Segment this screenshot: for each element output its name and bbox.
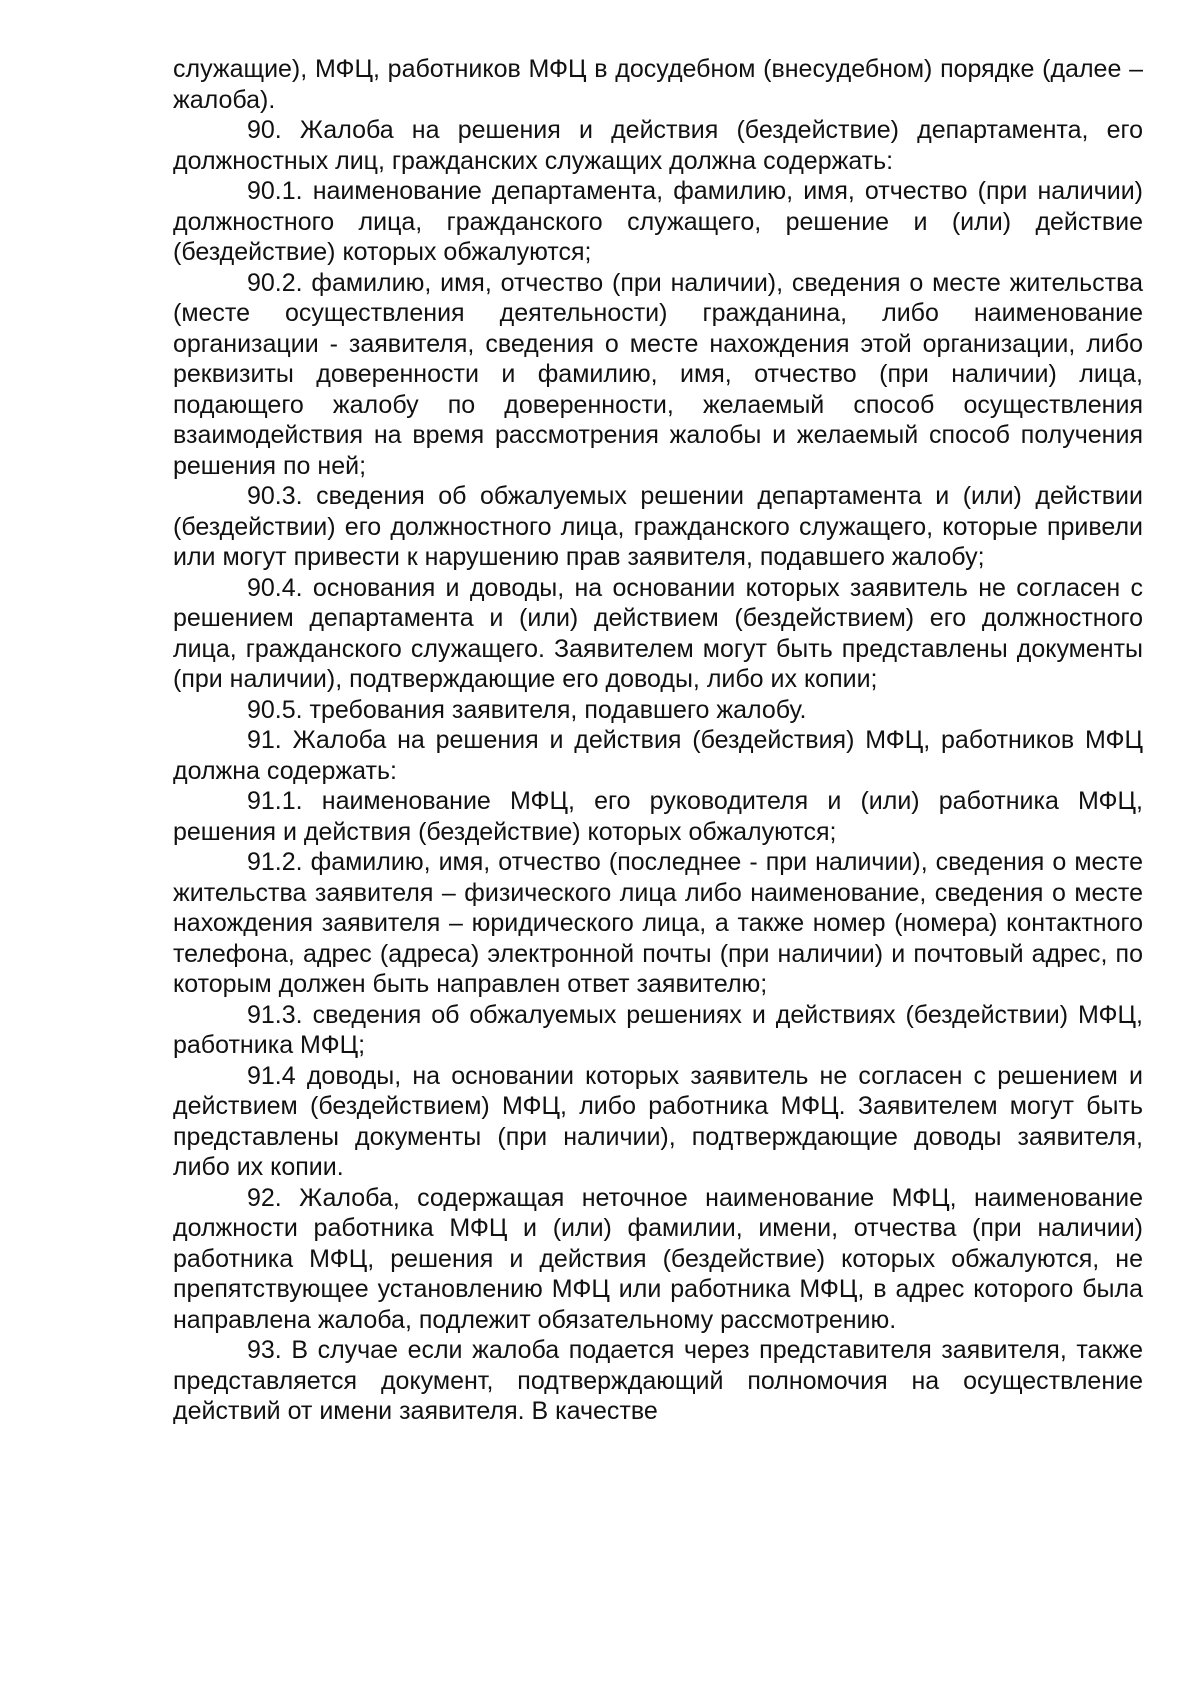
paragraph-90: 90. Жалоба на решения и действия (бездействие) департамента, его должностных лиц, гражданских служащих должна содержать: [173, 116, 1143, 175]
paragraph-90-3: 90.3. сведения об обжалуемых решении департамента и (или) действии (бездействии) его должностного лица, гражданского служащего, которые привели или могут привести к нарушению прав заявителя, подавшего жалобу; [173, 482, 1143, 571]
document-body [173, 54, 1143, 1427]
paragraph-92: 92. Жалоба, содержащая неточное наименование МФЦ, наименование должности работника МФЦ и (или) фамилии, имени, отчества (при наличии) работника МФЦ, решения и действия (бездействие) которых обжалуются, не препятствующее установлению МФЦ или работника МФЦ, в адрес которого была направлена жалоба, подлежит обязательному рассмотрению. [173, 1183, 1143, 1334]
paragraph-90-5: 90.5. требования заявителя, подавшего жалобу. [247, 695, 807, 724]
paragraph-complaint-definition-end: служащие), МФЦ, работников МФЦ в досудебном (внесудебном) порядке (далее – жалоба). [173, 55, 1143, 114]
paragraph-90-4: 90.4. основания и доводы, на основании которых заявитель не согласен с решением департамента и (или) действием (бездействием) его должностного лица, гражданского служащего. Заявителем могут быть представлены документы (при наличии), подтверждающие его доводы, либо их копии; [173, 573, 1143, 693]
paragraph-90-1: 90.1. наименование департамента, фамилию, имя, отчество (при наличии) должностного лица, гражданского служащего, решение и (или) действие (бездействие) которых обжалуются; [173, 177, 1143, 266]
paragraph-93: 93. В случае если жалоба подается через представителя заявителя, также представляется документ, подтверждающий полномочия на осуществление действий от имени заявителя. В качестве [173, 1336, 1143, 1425]
paragraph-91-2: 91.2. фамилию, имя, отчество (последнее - при наличии), сведения о месте жительства заявителя – физического лица либо наименование, сведения о месте нахождения заявителя – юридического лица, а также номер (номера) контактного телефона, адрес (адреса) электронной почты (при наличии) и почтовый адрес, по которым должен быть направлен ответ заявителю; [173, 848, 1143, 998]
paragraph-91: 91. Жалоба на решения и действия (бездействия) МФЦ, работников МФЦ должна содержать: [173, 726, 1143, 785]
paragraph-90-2: 90.2. фамилию, имя, отчество (при наличии), сведения о месте жительства (месте осуществления деятельности) гражданина, либо наименование организации - заявителя, сведения о месте нахождения этой организации, либо реквизиты доверенности и фамилию, имя, отчество (при наличии) лица, подающего жалобу по доверенности, желаемый способ осуществления взаимодействия на время рассмотрения жалобы и желаемый способ получения решения по ней; [173, 268, 1143, 480]
paragraph-91-4: 91.4 доводы, на основании которых заявитель не согласен с решением и действием (бездействием) МФЦ, либо работника МФЦ. Заявителем могут быть представлены документы (при наличии), подтверждающие доводы заявителя, либо их копии. [173, 1061, 1143, 1181]
paragraph-91-3: 91.3. сведения об обжалуемых решениях и действиях (бездействии) МФЦ, работника МФЦ; [173, 1000, 1143, 1059]
paragraph-91-1: 91.1. наименование МФЦ, его руководителя и (или) работника МФЦ, решения и действия (бездействие) которых обжалуются; [173, 787, 1143, 846]
